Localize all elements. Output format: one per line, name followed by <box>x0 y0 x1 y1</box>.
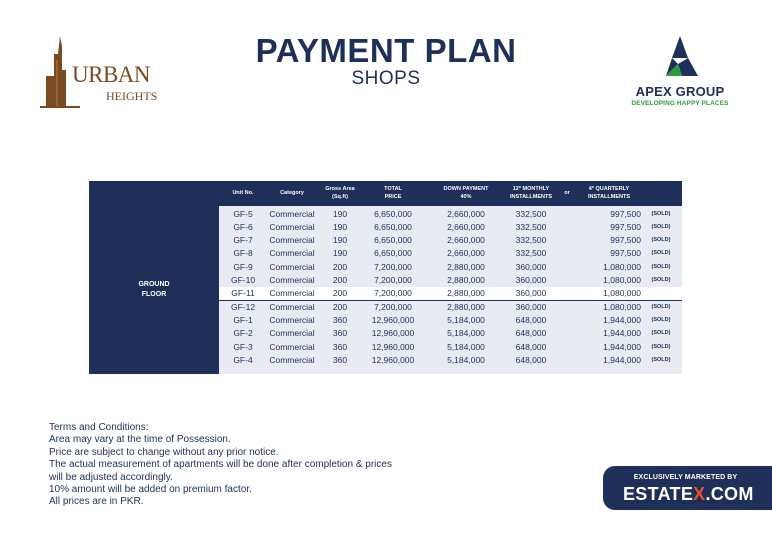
cell-down-payment: 5,184,000 <box>447 355 485 365</box>
cell-area: 360 <box>332 355 348 365</box>
cell-quarterly: 1,944,000 <box>603 342 641 352</box>
cell-monthly: 648,000 <box>515 342 547 352</box>
cell-area: 360 <box>332 342 348 352</box>
cell-status: (SOLD) <box>651 330 671 336</box>
cell-unit: GF-8 <box>233 248 253 258</box>
page-subtitle: SHOPS <box>351 68 421 89</box>
cell-status: (SOLD) <box>651 250 671 256</box>
cell-area: 200 <box>332 288 348 298</box>
table-header <box>89 181 682 206</box>
floor-label: GROUND FLOOR <box>89 206 219 374</box>
cell-unit: GF-5 <box>233 209 253 219</box>
cell-down-payment: 2,660,000 <box>447 209 485 219</box>
cell-total: 7,200,000 <box>374 262 412 272</box>
cell-quarterly: 1,080,000 <box>603 262 641 272</box>
cell-status <box>643 287 679 300</box>
cell-category: Commercial <box>269 275 315 285</box>
cell-area: 200 <box>332 262 348 272</box>
cell-quarterly: 997,500 <box>610 248 641 258</box>
cell-total: 6,650,000 <box>374 248 412 258</box>
cell-total: 7,200,000 <box>374 275 412 285</box>
terms-heading: Terms and Conditions: <box>49 422 149 433</box>
table-body <box>219 206 682 374</box>
cell-status: (SOLD) <box>651 264 671 270</box>
cell-status: (SOLD) <box>651 304 671 310</box>
cell-total: 6,650,000 <box>374 222 412 232</box>
cell-monthly: 360,000 <box>515 262 547 272</box>
cell-monthly: 332,500 <box>515 222 547 232</box>
cell-status: (SOLD) <box>651 317 671 323</box>
cell-down-payment: 2,880,000 <box>447 302 485 312</box>
terms-line: Area may vary at the time of Possession. <box>49 434 231 446</box>
cell-unit: GF-1 <box>233 315 253 325</box>
cell-total: 7,200,000 <box>374 302 412 312</box>
cell-area: 200 <box>332 302 348 312</box>
cell-status: (SOLD) <box>651 357 671 363</box>
cell-category: Commercial <box>269 302 315 312</box>
cell-quarterly: 1,080,000 <box>603 302 641 312</box>
cell-down-payment: 5,184,000 <box>447 328 485 338</box>
cell-monthly: 360,000 <box>515 288 547 298</box>
cell-down-payment: 2,660,000 <box>447 222 485 232</box>
cell-monthly: 648,000 <box>515 355 547 365</box>
page-title: PAYMENT PLAN <box>255 32 517 69</box>
terms-line: will be adjusted accordingly. <box>49 471 173 483</box>
estatex-badge <box>603 466 772 510</box>
cell-unit: GF-4 <box>233 355 253 365</box>
marketed-by-text: EXCLUSIVELY MARKETED BY <box>633 474 738 481</box>
cell-unit: GF-3 <box>233 342 253 352</box>
cell-category: Commercial <box>269 209 315 219</box>
cell-quarterly: 997,500 <box>610 235 641 245</box>
cell-down-payment: 2,880,000 <box>447 288 485 298</box>
cell-unit: GF-2 <box>233 328 253 338</box>
cell-unit: GF-9 <box>233 262 253 272</box>
cell-area: 190 <box>332 248 348 258</box>
table-row <box>219 261 682 274</box>
cell-quarterly: 1,944,000 <box>603 328 641 338</box>
table-row <box>219 274 682 288</box>
header-total: TOTAL PRICE <box>384 186 402 200</box>
terms-line: The actual measurement of apartments will be done after completion & prices <box>49 459 392 471</box>
cell-down-payment: 2,660,000 <box>447 235 485 245</box>
table-row <box>219 341 682 354</box>
cell-category: Commercial <box>269 342 315 352</box>
cell-area: 360 <box>332 315 348 325</box>
cell-quarterly: 1,944,000 <box>603 355 641 365</box>
cell-monthly: 360,000 <box>515 275 547 285</box>
cell-unit: GF-10 <box>230 275 256 285</box>
cell-unit: GF-6 <box>233 222 253 232</box>
heights-text: HEIGHTS <box>106 89 158 103</box>
cell-status: (SOLD) <box>651 211 671 217</box>
cell-area: 190 <box>332 222 348 232</box>
apex-name: APEX GROUP <box>635 84 725 99</box>
cell-status: (SOLD) <box>651 237 671 243</box>
cell-down-payment: 5,184,000 <box>447 342 485 352</box>
cell-status: (SOLD) <box>651 344 671 350</box>
table-row <box>219 247 682 260</box>
header-area: Gross Area (Sq.ft) <box>325 186 355 200</box>
apex-tagline: DEVELOPING HAPPY PLACES <box>631 100 729 107</box>
cell-quarterly: 997,500 <box>610 222 641 232</box>
table-row <box>219 301 682 314</box>
cell-total: 12,960,000 <box>371 328 415 338</box>
terms-line: Price are subject to change without any prior notice. <box>49 446 279 458</box>
apex-mark-icon <box>662 36 698 80</box>
cell-monthly: 648,000 <box>515 328 547 338</box>
cell-status: (SOLD) <box>651 277 671 283</box>
terms-line: All prices are in PKR. <box>49 496 144 508</box>
cell-down-payment: 2,660,000 <box>447 248 485 258</box>
header-unit: Unit No. <box>232 189 254 196</box>
cell-down-payment: 2,880,000 <box>447 262 485 272</box>
cell-monthly: 332,500 <box>515 209 547 219</box>
cell-status: (SOLD) <box>651 224 671 230</box>
cell-total: 6,650,000 <box>374 209 412 219</box>
cell-monthly: 332,500 <box>515 248 547 258</box>
table-row <box>219 208 682 221</box>
cell-total: 12,960,000 <box>371 315 415 325</box>
cell-monthly: 360,000 <box>515 302 547 312</box>
table-row <box>219 314 682 327</box>
cell-quarterly: 1,080,000 <box>603 275 641 285</box>
estatex-brand: ESTATEX.COM <box>623 484 754 504</box>
header-category: Category <box>280 189 304 196</box>
cell-area: 200 <box>332 275 348 285</box>
table-row <box>219 221 682 234</box>
cell-category: Commercial <box>269 235 315 245</box>
table-row <box>219 327 682 340</box>
cell-unit: GF-11 <box>231 288 255 298</box>
cell-category: Commercial <box>269 355 315 365</box>
cell-unit: GF-12 <box>230 302 256 312</box>
cell-category: Commercial <box>269 288 315 298</box>
cell-total: 12,960,000 <box>371 355 415 365</box>
header-monthly: 12* MONTHLY INSTALLMENTS <box>509 186 553 200</box>
header-down: DOWN PAYMENT 40% <box>443 186 489 200</box>
cell-quarterly: 1,080,000 <box>603 288 641 298</box>
cell-down-payment: 5,184,000 <box>447 315 485 325</box>
table-row <box>219 287 682 301</box>
cell-total: 7,200,000 <box>374 288 412 298</box>
cell-quarterly: 1,944,000 <box>603 315 641 325</box>
table-row <box>219 234 682 247</box>
cell-category: Commercial <box>269 222 315 232</box>
header-quarterly: 4* QUARTERLY INSTALLMENTS <box>587 186 631 200</box>
cell-total: 6,650,000 <box>374 235 412 245</box>
header-or: or <box>564 189 570 196</box>
cell-category: Commercial <box>269 262 315 272</box>
cell-monthly: 332,500 <box>515 235 547 245</box>
cell-category: Commercial <box>269 328 315 338</box>
cell-area: 360 <box>332 328 348 338</box>
cell-category: Commercial <box>269 248 315 258</box>
cell-category: Commercial <box>269 315 315 325</box>
cell-area: 190 <box>332 209 348 219</box>
cell-down-payment: 2,880,000 <box>447 275 485 285</box>
cell-total: 12,960,000 <box>371 342 415 352</box>
cell-unit: GF-7 <box>233 235 253 245</box>
payment-table <box>89 181 682 374</box>
terms-and-conditions <box>49 422 392 509</box>
apex-group-logo <box>622 36 738 112</box>
table-row <box>219 354 682 367</box>
cell-area: 190 <box>332 235 348 245</box>
cell-quarterly: 997,500 <box>610 209 641 219</box>
terms-line: 10% amount will be added on premium factor. <box>49 484 252 496</box>
urban-text: URBAN <box>72 62 151 87</box>
cell-monthly: 648,000 <box>515 315 547 325</box>
